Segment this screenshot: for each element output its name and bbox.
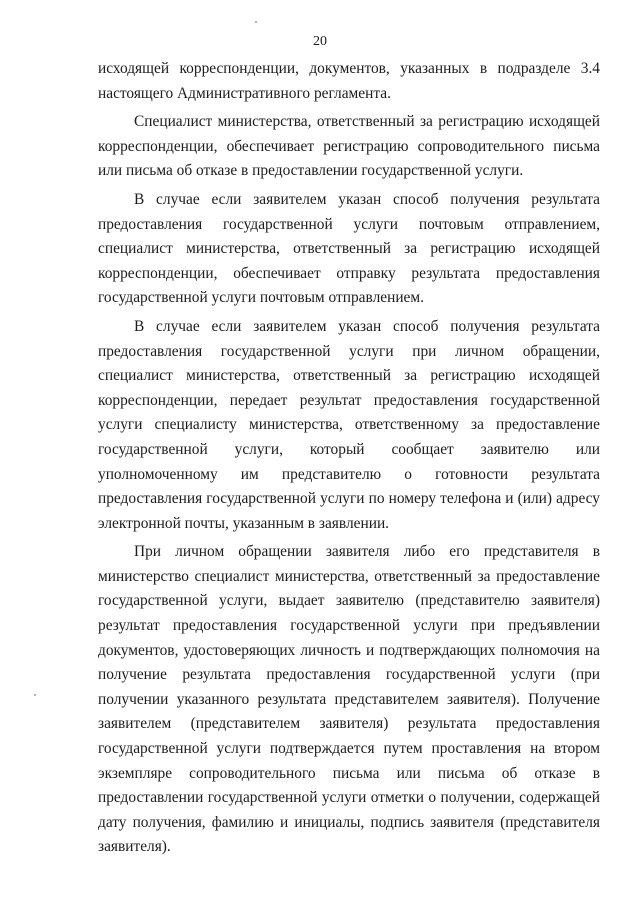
scan-speck: [34, 694, 36, 696]
paragraph-4: В случае если заявителем указан способ получения результата предоставления государственной услуги при личном обращении, специалист министерства, ответственный за регистрацию исходящей корреспонденции, передает результат предоставления государственной услуги специалисту министерства, ответственному за предоставление государственной услуги, который сообщает заявителю или уполномоченному им представителю о готовности результата предоставления государственной услуги по номеру телефона и (или) адресу электронной почты, указанным в заявлении.: [98, 317, 600, 532]
page-number: 20: [313, 34, 327, 49]
paragraph-2: Специалист министерства, ответственный за регистрацию исходящей корреспонденции, обеспечивает регистрацию сопроводительного письма или письма об отказе в предоставлении государственной услуги.: [98, 113, 600, 180]
paragraph-3: В случае если заявителем указан способ получения результата предоставления государственной услуги почтовым отправлением, специалист министерства, ответственный за регистрацию исходящей корреспонденции, обеспечивает отправку результата предоставления государственной услуги почтовым отправлением.: [98, 190, 600, 307]
scan-speck: [255, 21, 257, 23]
document-body: [98, 57, 600, 860]
paragraph-5: При личном обращении заявителя либо его представителя в министерство специалист министерства, ответственный за предоставление государственной услуги, выдает заявителю (представителю заявителя) результат предоставления государственной услуги при предъявлении документов, удостоверяющих личность и подтверждающих полномочия на получение результата предоставления государственной услуги (при получении указанного результата представителем заявителя). Получение заявителем (представителем заявителя) результата предоставления государственной услуги подтверждается путем проставления на втором экземпляре сопроводительного письма или письма об отказе в предоставлении государственной услуги отметки о получении, содержащей дату получения, фамилию и инициалы, подпись заявителя (представителя заявителя).: [98, 543, 600, 856]
paragraph-1: исходящей корреспонденции, документов, указанных в подразделе 3.4 настоящего Административного регламента.: [98, 60, 600, 102]
